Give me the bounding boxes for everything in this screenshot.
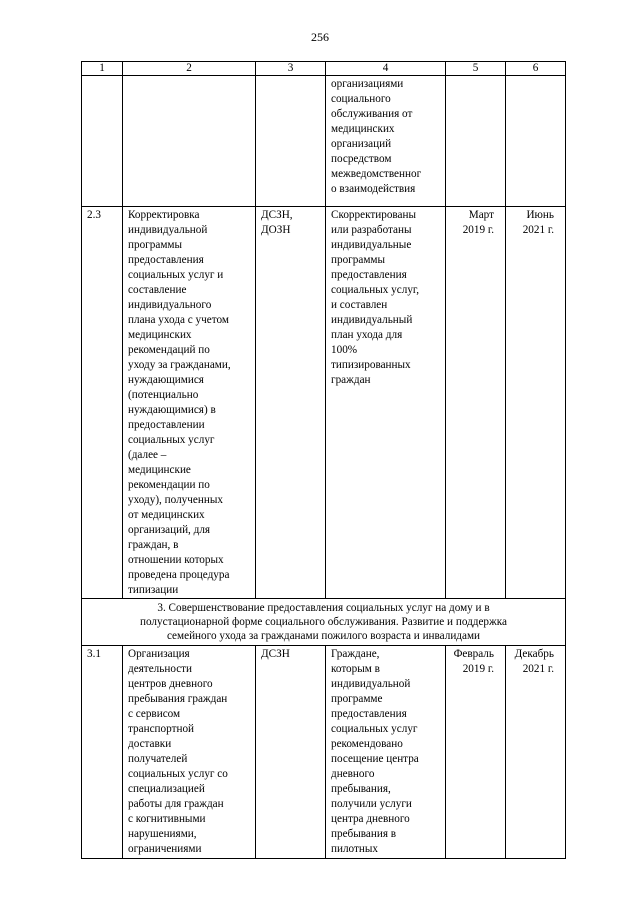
executor-cell	[256, 76, 326, 207]
measure-cell	[123, 76, 256, 207]
start-date-cell	[446, 207, 506, 599]
row-number: 2.3	[82, 207, 123, 599]
start-date-cell	[446, 76, 506, 207]
text-line: Организация	[128, 648, 190, 660]
text-line: типизированных	[331, 359, 411, 371]
text-line: Декабрь	[514, 648, 554, 660]
measures-table	[81, 61, 566, 859]
measure-cell	[123, 207, 256, 599]
text-line: предоставления	[128, 254, 204, 266]
text-line: плана ухода с учетом	[128, 314, 229, 326]
text-line: социального	[331, 93, 391, 105]
text-line: Корректировка	[128, 209, 200, 221]
text-line: проведена процедура	[128, 569, 230, 581]
executor-cell	[256, 646, 326, 859]
text-line: типизации	[128, 584, 179, 596]
text-line: ДСЗН	[261, 648, 290, 660]
text-line: 2021 г.	[522, 224, 554, 236]
text-line: рекомендаций по	[128, 344, 210, 356]
text-line: граждан, в	[128, 539, 179, 551]
text-line: индивидуальной	[128, 224, 208, 236]
text-line: посещение центра	[331, 753, 419, 765]
page-number: 256	[311, 30, 329, 44]
text-line: нуждающимися	[128, 374, 204, 386]
section-heading-row	[82, 599, 566, 646]
end-date-cell	[506, 646, 566, 859]
table-row	[82, 646, 566, 859]
column-number-header-row	[82, 62, 566, 76]
text-line: программе	[331, 693, 383, 705]
text-line: получили услуги	[331, 798, 412, 810]
text-line: социальных услуг со	[128, 768, 228, 780]
text-line: Граждане,	[331, 648, 380, 660]
text-line: организаций	[331, 138, 392, 150]
row-number: 3.1	[82, 646, 123, 859]
text-line: нарушениями,	[128, 828, 197, 840]
text-line: медицинских	[331, 123, 395, 135]
text-line: с сервисом	[128, 708, 181, 720]
text-line: уходу), полученных	[128, 494, 223, 506]
text-line: нуждающимися) в	[128, 404, 216, 416]
text-line: доставки	[128, 738, 172, 750]
text-line: работы для граждан	[128, 798, 224, 810]
text-line: уходу за гражданами,	[128, 359, 231, 371]
column-header-6: 6	[506, 62, 566, 76]
table-row	[82, 207, 566, 599]
text-line: план ухода для	[331, 329, 403, 341]
text-line: граждан	[331, 374, 371, 386]
text-line: (потенциально	[128, 389, 199, 401]
text-line: семейного ухода за гражданами пожилого возраста и инвалидами	[166, 630, 481, 642]
executor-cell	[256, 207, 326, 599]
result-cell	[326, 207, 446, 599]
text-line: о взаимодействия	[331, 183, 416, 195]
text-line: индивидуальной	[331, 678, 411, 690]
text-line: деятельности	[128, 663, 193, 675]
text-line: 2021 г.	[522, 663, 554, 675]
text-line: (далее –	[128, 449, 167, 461]
text-line: и составлен	[331, 299, 388, 311]
column-header-2: 2	[123, 62, 256, 76]
text-line: 100%	[331, 344, 358, 356]
text-line: обслуживания от	[331, 108, 413, 120]
text-line: центров дневного	[128, 678, 213, 690]
text-line: Март	[468, 209, 494, 221]
text-line: пребывания в	[331, 828, 397, 840]
text-line: предоставлении	[128, 419, 205, 431]
column-header-4: 4	[326, 62, 446, 76]
column-header-1: 1	[82, 62, 123, 76]
end-date-cell	[506, 76, 566, 207]
text-line: предоставления	[331, 708, 407, 720]
text-line: составление	[128, 284, 187, 296]
text-line: специализацией	[128, 783, 205, 795]
text-line: ДСЗН,	[261, 209, 293, 221]
text-line: медицинские	[128, 464, 191, 476]
text-line: социальных услуг,	[331, 284, 420, 296]
text-line: Скорректированы	[331, 209, 417, 221]
text-line: ограничениями	[128, 843, 202, 855]
text-line: центра дневного	[331, 813, 410, 825]
text-line: программы	[128, 239, 182, 251]
row-number	[82, 76, 123, 207]
text-line: индивидуальный	[331, 314, 413, 326]
text-line: от медицинских	[128, 509, 205, 521]
column-header-5: 5	[446, 62, 506, 76]
text-line: социальных услуг	[331, 723, 418, 735]
end-date-cell	[506, 207, 566, 599]
text-line: посредством	[331, 153, 392, 165]
text-line: получателей	[128, 753, 188, 765]
section-heading	[82, 599, 566, 646]
text-line: дневного	[331, 768, 375, 780]
result-cell	[326, 646, 446, 859]
text-line: организациями	[331, 78, 404, 90]
result-cell	[326, 76, 446, 207]
text-line: Июнь	[526, 209, 554, 221]
start-date-cell	[446, 646, 506, 859]
text-line: отношении которых	[128, 554, 224, 566]
text-line: 2019 г.	[462, 224, 494, 236]
text-line: пилотных	[331, 843, 378, 855]
text-line: транспортной	[128, 723, 195, 735]
text-line: социальных услуг	[128, 434, 215, 446]
table-row	[82, 76, 566, 207]
text-line: полустационарной форме социального обслуживания. Развитие и поддержка	[140, 616, 507, 628]
text-line: пребывания граждан	[128, 693, 228, 705]
text-line: Февраль	[453, 648, 494, 660]
text-line: программы	[331, 254, 385, 266]
text-line: предоставления	[331, 269, 407, 281]
text-line: медицинских	[128, 329, 192, 341]
column-header-3: 3	[256, 62, 326, 76]
text-line: рекомендовано	[331, 738, 403, 750]
text-line: рекомендации по	[128, 479, 210, 491]
text-line: ДОЗН	[261, 224, 291, 236]
text-line: пребывания,	[331, 783, 391, 795]
text-line: социальных услуг и	[128, 269, 224, 281]
text-line: 3. Совершенствование предоставления социальных услуг на дому и в	[157, 602, 490, 614]
text-line: которым в	[331, 663, 380, 675]
text-line: с когнитивными	[128, 813, 206, 825]
text-line: межведомственног	[331, 168, 422, 180]
text-line: организаций, для	[128, 524, 211, 536]
text-line: индивидуального	[128, 299, 212, 311]
text-line: индивидуальные	[331, 239, 412, 251]
measure-cell	[123, 646, 256, 859]
text-line: 2019 г.	[462, 663, 494, 675]
text-line: или разработаны	[331, 224, 412, 236]
